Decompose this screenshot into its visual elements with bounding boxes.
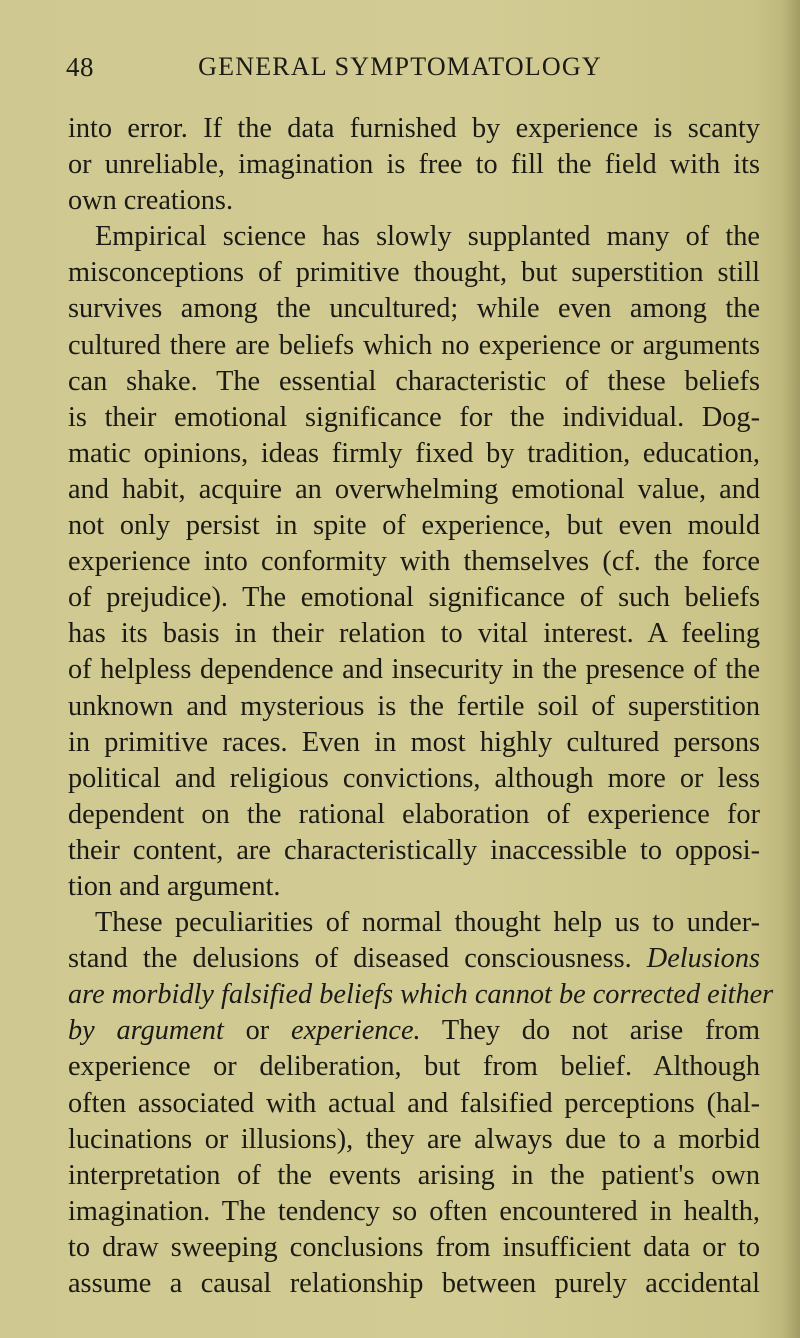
text-line: [68, 580, 760, 616]
line-text: in primitive races. Even in most highly cultured persons: [68, 726, 760, 758]
line-text: survives among the uncultured; while even among the: [68, 293, 760, 325]
line-text: These peculiarities of normal thought help us to under-: [95, 907, 760, 939]
text-line: [68, 544, 760, 580]
line-text: of prejudice). The emotional significance of such beliefs: [68, 582, 760, 614]
text-line: [68, 761, 760, 797]
text-line: [68, 1049, 760, 1085]
line-text: unknown and mysterious is the fertile soil of superstition: [68, 690, 760, 722]
text-line: [68, 183, 760, 219]
italic-text: experience.: [291, 1015, 421, 1047]
line-text: of helpless dependence and insecurity in the presence of the: [68, 654, 760, 686]
line-text: Empirical science has slowly supplanted many of the: [95, 221, 760, 253]
text-line: [68, 328, 760, 364]
text-line: [68, 797, 760, 833]
text-line: [68, 508, 760, 544]
text-line: [68, 616, 760, 652]
page-number: 48: [66, 52, 94, 82]
text-line: [68, 1158, 760, 1194]
line-text: own creations.: [68, 185, 234, 217]
line-text: political and religious convictions, although more or less: [68, 762, 760, 794]
text-line: [68, 291, 760, 327]
text-line: [68, 1230, 760, 1266]
running-head: GENERAL SYMPTOMATOLOGY: [198, 52, 602, 81]
italic-text: are morbidly falsified beliefs which cannot be corrected either: [68, 979, 774, 1011]
body-text: [68, 111, 774, 1302]
text-line: [68, 652, 760, 688]
line-text: lucinations or illusions), they are always due to a morbid: [68, 1123, 760, 1155]
text-line: [68, 436, 760, 472]
text-line: [68, 1194, 760, 1230]
line-text: interpretation of the events arising in the patient's own: [68, 1159, 760, 1191]
line-text: or: [223, 1015, 292, 1047]
line-text: tion and argument.: [68, 870, 281, 902]
line-text: imagination. The tendency so often encountered in health,: [68, 1195, 760, 1227]
text-line: [68, 689, 760, 725]
text-line: [68, 255, 760, 291]
line-text: into error. If the data furnished by experience is scanty: [68, 113, 760, 144]
text-line: [68, 941, 760, 977]
text-line: [68, 977, 774, 1013]
italic-text: Delusions: [646, 943, 760, 975]
italic-text: by argument: [68, 1015, 224, 1047]
page-header: [0, 52, 800, 92]
line-text: matic opinions, ideas firmly fixed by tradition, education,: [68, 437, 760, 469]
text-line: [68, 1266, 760, 1302]
text-line: [68, 472, 760, 508]
line-text: cultured there are beliefs which no experience or arguments: [68, 329, 760, 361]
line-text: experience or deliberation, but from belief. Although: [68, 1051, 760, 1083]
line-text: often associated with actual and falsified perceptions (hal-: [68, 1087, 760, 1119]
text-line: [68, 725, 760, 761]
line-text: not only persist in spite of experience, but even mould: [68, 510, 760, 542]
text-line: [68, 1122, 760, 1158]
text-line: [68, 400, 760, 436]
line-text: misconceptions of primitive thought, but superstition still: [68, 257, 760, 289]
text-line: [68, 147, 760, 183]
page-edge-shadow: [782, 0, 800, 1338]
line-text: their content, are characteristically inaccessible to opposi-: [68, 834, 760, 866]
text-line: [68, 364, 760, 400]
text-line: [68, 1013, 760, 1049]
line-text: assume a causal relationship between purely accidental: [68, 1268, 760, 1299]
line-text: experience into conformity with themselves (cf. the force: [68, 546, 760, 578]
line-text: They do not arise from: [420, 1015, 760, 1047]
text-line: [68, 905, 760, 941]
line-text: dependent on the rational elaboration of experience for: [68, 798, 760, 830]
line-text: to draw sweeping conclusions from insufficient data or to: [68, 1231, 760, 1263]
line-text: is their emotional significance for the individual. Dog-: [68, 401, 760, 433]
text-line: [68, 1086, 760, 1122]
line-text: or unreliable, imagination is free to fill the field with its: [68, 149, 760, 181]
line-text: can shake. The essential characteristic of these beliefs: [68, 365, 760, 397]
line-text: stand the delusions of diseased consciousness.: [68, 943, 632, 975]
line-text: and habit, acquire an overwhelming emotional value, and: [68, 473, 760, 505]
text-line: [68, 111, 760, 147]
text-line: [68, 219, 760, 255]
line-text: has its basis in their relation to vital interest. A feeling: [68, 618, 760, 650]
text-line: [68, 869, 760, 905]
text-line: [68, 833, 760, 869]
